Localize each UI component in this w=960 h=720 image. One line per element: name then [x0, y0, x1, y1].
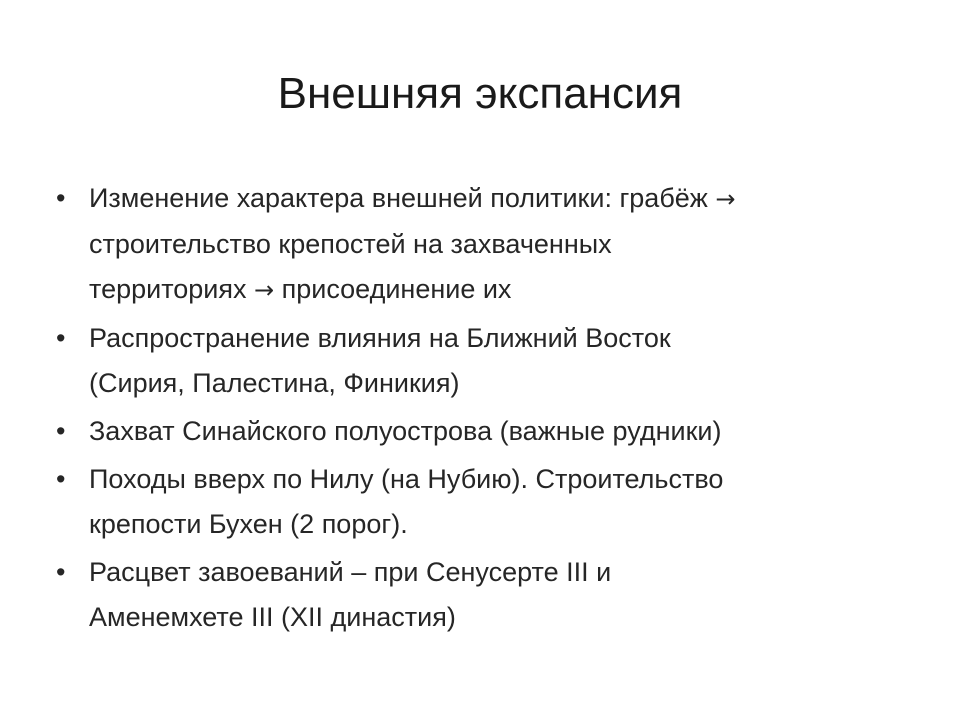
- text-line: Аменемхете III (XII династия): [89, 602, 456, 632]
- text-line: строительство крепостей на захваченных: [89, 229, 612, 259]
- bullet-item-conquests: [56, 550, 876, 640]
- text-line: [89, 176, 876, 222]
- bullet-icon: •: [56, 183, 66, 213]
- bullet-icon: •: [56, 416, 66, 446]
- bullet-item-middle-east: [56, 316, 876, 406]
- bullet-list: [56, 176, 876, 643]
- text-segment: территориях: [89, 274, 254, 304]
- text-segment: присоединение их: [274, 274, 512, 304]
- bullet-item-sinai: [56, 409, 876, 454]
- text-line: Захват Синайского полуострова (важные рудники): [89, 416, 722, 446]
- bullet-item-foreign-policy: [56, 176, 876, 313]
- text-line: Распространение влияния на Ближний Восток: [89, 323, 671, 353]
- slide-title: Внешняя экспансия: [277, 69, 683, 118]
- arrow-right-icon: →: [254, 276, 275, 304]
- bullet-item-nubia: [56, 457, 876, 547]
- text-line: [89, 267, 876, 313]
- arrow-right-icon: →: [715, 185, 736, 213]
- bullet-icon: •: [56, 323, 66, 353]
- text-line: (Сирия, Палестина, Финикия): [89, 368, 460, 398]
- bullet-icon: •: [56, 464, 66, 494]
- text-line: Расцвет завоеваний – при Сенусерте III и: [89, 557, 612, 587]
- text-segment: Изменение характера внешней политики: грабёж: [89, 183, 716, 213]
- bullet-icon: •: [56, 557, 66, 587]
- text-line: крепости Бухен (2 порог).: [89, 509, 408, 539]
- text-line: Походы вверх по Нилу (на Нубию). Строительство: [89, 464, 724, 494]
